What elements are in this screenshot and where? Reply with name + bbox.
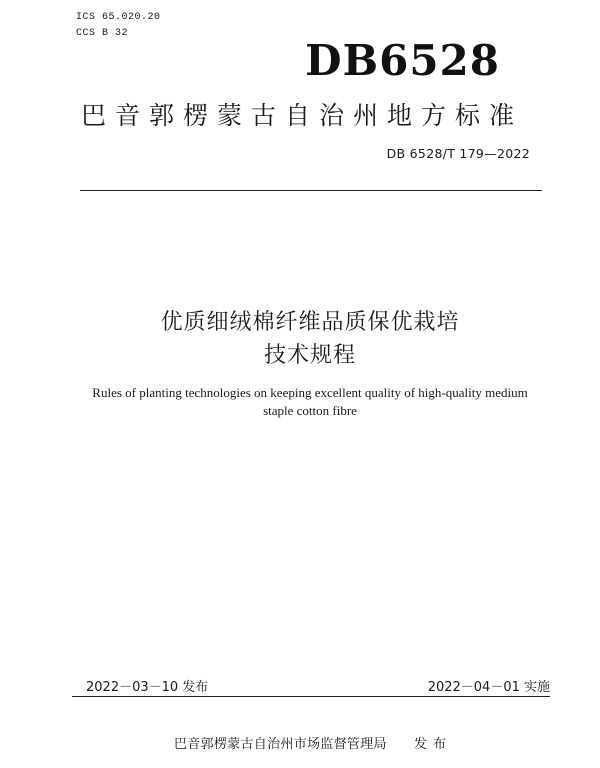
implementation-date: 2022－04－01 实施	[427, 680, 550, 695]
issuing-authority: 巴音郭楞蒙古自治州市场监督管理局	[174, 737, 387, 752]
issue-date: 2022－03－10 发布	[86, 680, 209, 695]
document-title-en-line1: Rules of planting technologies on keeping excellent quality of high-quality medium	[92, 385, 528, 400]
document-title-cn-line2: 技术规程	[263, 343, 356, 368]
ics-code: ICS 65.020.20	[76, 12, 161, 23]
db-logo: DB6528	[305, 36, 500, 85]
bottom-divider	[72, 696, 550, 697]
document-title-en-line2: staple cotton fibre	[263, 403, 357, 418]
top-divider	[80, 190, 542, 191]
ccs-code: CCS B 32	[76, 28, 129, 39]
issue-label: 发布	[414, 737, 453, 752]
standard-title: 巴音郭楞蒙古自治州地方标准	[80, 101, 523, 130]
document-title-cn-line1: 优质细绒棉纤维品质保优栽培	[160, 310, 460, 335]
standard-number: DB 6528/T 179—2022	[386, 146, 530, 161]
